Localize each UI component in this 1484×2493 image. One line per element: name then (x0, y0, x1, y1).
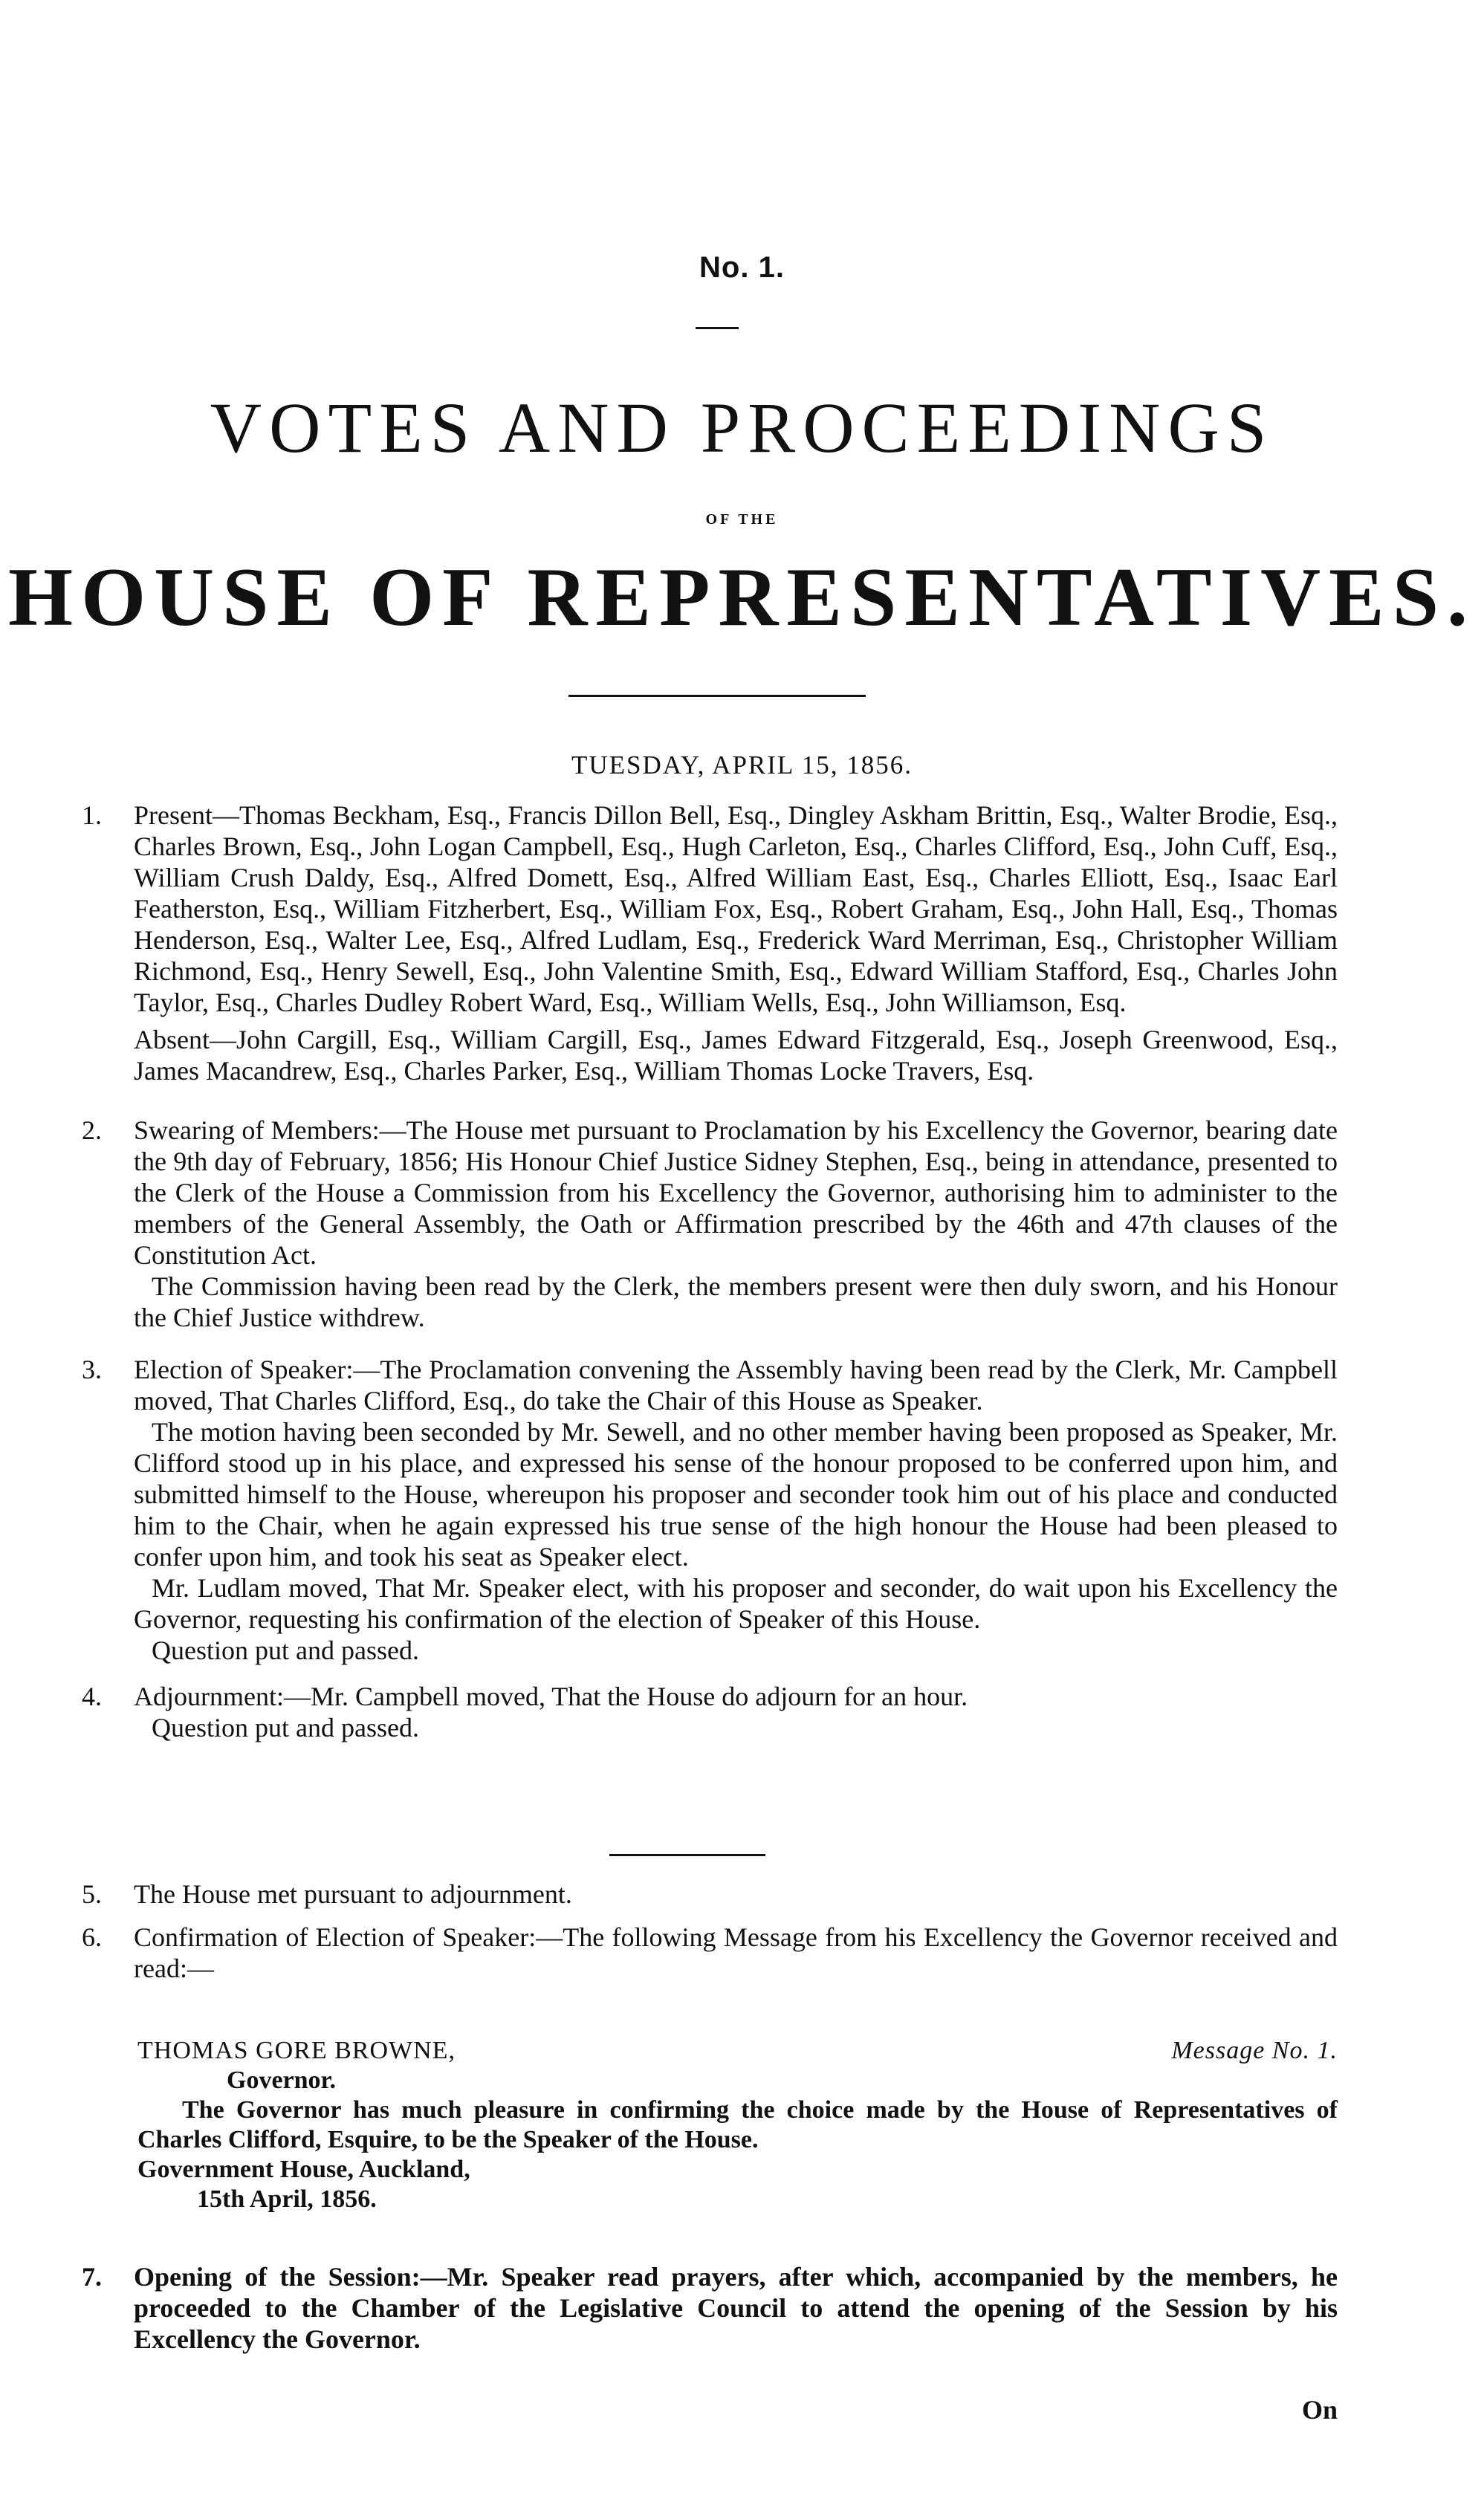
message-sender-role: Governor. (227, 2066, 337, 2094)
item-text: Swearing of Members:—The House met pursuant to Proclamation by his Excellency the Governor, bearing date the 9th day of February, 1856; His Honour Chief Justice Sidney Stephen, Esq., being in attendance, presented to the Clerk of the House a Commission from his Excellency the Governor, authorising him to administer to the members of the General Assembly, the Oath or Affirmation prescribed by the 46th and 47th clauses of the Constitution Act. (134, 1115, 1338, 1270)
divider-short (696, 327, 739, 329)
item-text: Opening of the Session:—Mr. Speaker read prayers, after which, accompanied by the members, he proceeded to the Chamber of the Legislative Council to attend the opening of the Session by his Excellency the Governor. (134, 2262, 1338, 2354)
item-7-opening (82, 2261, 1338, 2355)
sitting-date: TUESDAY, APRIL 15, 1856. (571, 751, 913, 779)
item-number: 6. (82, 1922, 102, 1952)
message-number: Message No. 1. (1171, 2037, 1338, 2064)
item-6-confirmation (82, 1922, 1338, 1984)
governor-message (137, 2036, 1338, 2214)
item-text: Question put and passed. (152, 1635, 419, 1665)
message-text: The Governor has much pleasure in confirming the choice made by the House of Representatives of Charles Clifford, Esquire, to be the Speaker of the House. (137, 2096, 1338, 2153)
item-text: Mr. Ludlam moved, That Mr. Speaker elect, with his proposer and seconder, do wait upon his Excellency the Governor, requesting his confirmation of the election of Speaker of this House. (134, 1573, 1338, 1634)
document-number: No. 1. (699, 251, 785, 284)
absent-members-block (134, 1024, 1338, 1086)
item-5-resumed (82, 1878, 1338, 1910)
proceedings-body-final (82, 2261, 1338, 2370)
item-text: The House met pursuant to adjournment. (134, 1879, 572, 1909)
proceedings-body (82, 800, 1338, 1758)
message-header (137, 2036, 1338, 2066)
item-number: 5. (82, 1879, 102, 1909)
item-3-election (82, 1354, 1338, 1666)
item-text: Election of Speaker:—The Proclamation convening the Assembly having been read by the Clerk, Mr. Campbell moved, That Charles Clifford, Esq., do take the Chair of this House as Speaker. (134, 1355, 1338, 1416)
present-members: Present—Thomas Beckham, Esq., Francis Dillon Bell, Esq., Dingley Askham Brittin, Esq., Walter Brodie, Esq., Charles Brown, Esq., John Logan Campbell, Esq., Hugh Carleton, Esq., Charles Clifford, Esq., John Cuff, Esq., William Crush Daldy, Esq., Alfred Domett, Esq., Alfred William East, Esq., Charles Elliott, Esq., Isaac Earl Featherston, Esq., William Fitzherbert, Esq., William Fox, Esq., Robert Graham, Esq., John Hall, Esq., Thomas Henderson, Esq., Walter Lee, Esq., Alfred Ludlam, Esq., Frederick Ward Merriman, Esq., Christopher William Richmond, Esq., Henry Sewell, Esq., John Valentine Smith, Esq., Edward William Stafford, Esq., Charles John Taylor, Esq., Charles Dudley Robert Ward, Esq., William Wells, Esq., John Williamson, Esq. (134, 800, 1338, 1017)
document-title: VOTES AND PROCEEDINGS (210, 388, 1274, 467)
item-number: 2. (82, 1115, 102, 1145)
message-sender: THOMAS GORE BROWNE, (137, 2037, 456, 2064)
item-number: 1. (82, 800, 102, 830)
item-text: Confirmation of Election of Speaker:—The following Message from his Excellency the Governor received and read:— (134, 1922, 1338, 1983)
divider-section (609, 1854, 765, 1856)
proceedings-body-continued (82, 1878, 1338, 1999)
item-number: 7. (82, 2262, 102, 2292)
house-title: HOUSE OF REPRESENTATIVES. (7, 551, 1477, 643)
catchword: On (1301, 2395, 1338, 2425)
item-number: 3. (82, 1355, 102, 1384)
item-text: The Commission having been read by the Clerk, the members present were then duly sworn, and his Honour the Chief Justice withdrew. (134, 1271, 1338, 1332)
message-place: Government House, Auckland, (137, 2156, 470, 2183)
message-date: 15th April, 1856. (197, 2185, 377, 2213)
absent-members: Absent—John Cargill, Esq., William Cargill, Esq., James Edward Fitzgerald, Esq., Joseph Greenwood, Esq., James Macandrew, Esq., Charles Parker, Esq., William Thomas Locke Travers, Esq. (134, 1025, 1338, 1086)
item-text: The motion having been seconded by Mr. Sewell, and no other member having been proposed as Speaker, Mr. Clifford stood up in his place, and expressed his sense of the honour proposed to be conferred upon him, and submitted himself to the House, whereupon his proposer and seconder took him out of his place and conducted him to the Chair, when he again expressed his true sense of the high honour the House had been pleased to confer upon him, and took his seat as Speaker elect. (134, 1417, 1338, 1572)
document-subtitle-of-the: OF THE (705, 511, 779, 528)
item-1-attendance (82, 800, 1338, 1086)
item-2-swearing (82, 1115, 1338, 1333)
divider-title (568, 695, 866, 697)
item-number: 4. (82, 1682, 102, 1711)
item-text: Adjournment:—Mr. Campbell moved, That the House do adjourn for an hour. (134, 1682, 968, 1711)
item-4-adjournment (82, 1681, 1338, 1743)
item-text: Question put and passed. (152, 1713, 419, 1742)
